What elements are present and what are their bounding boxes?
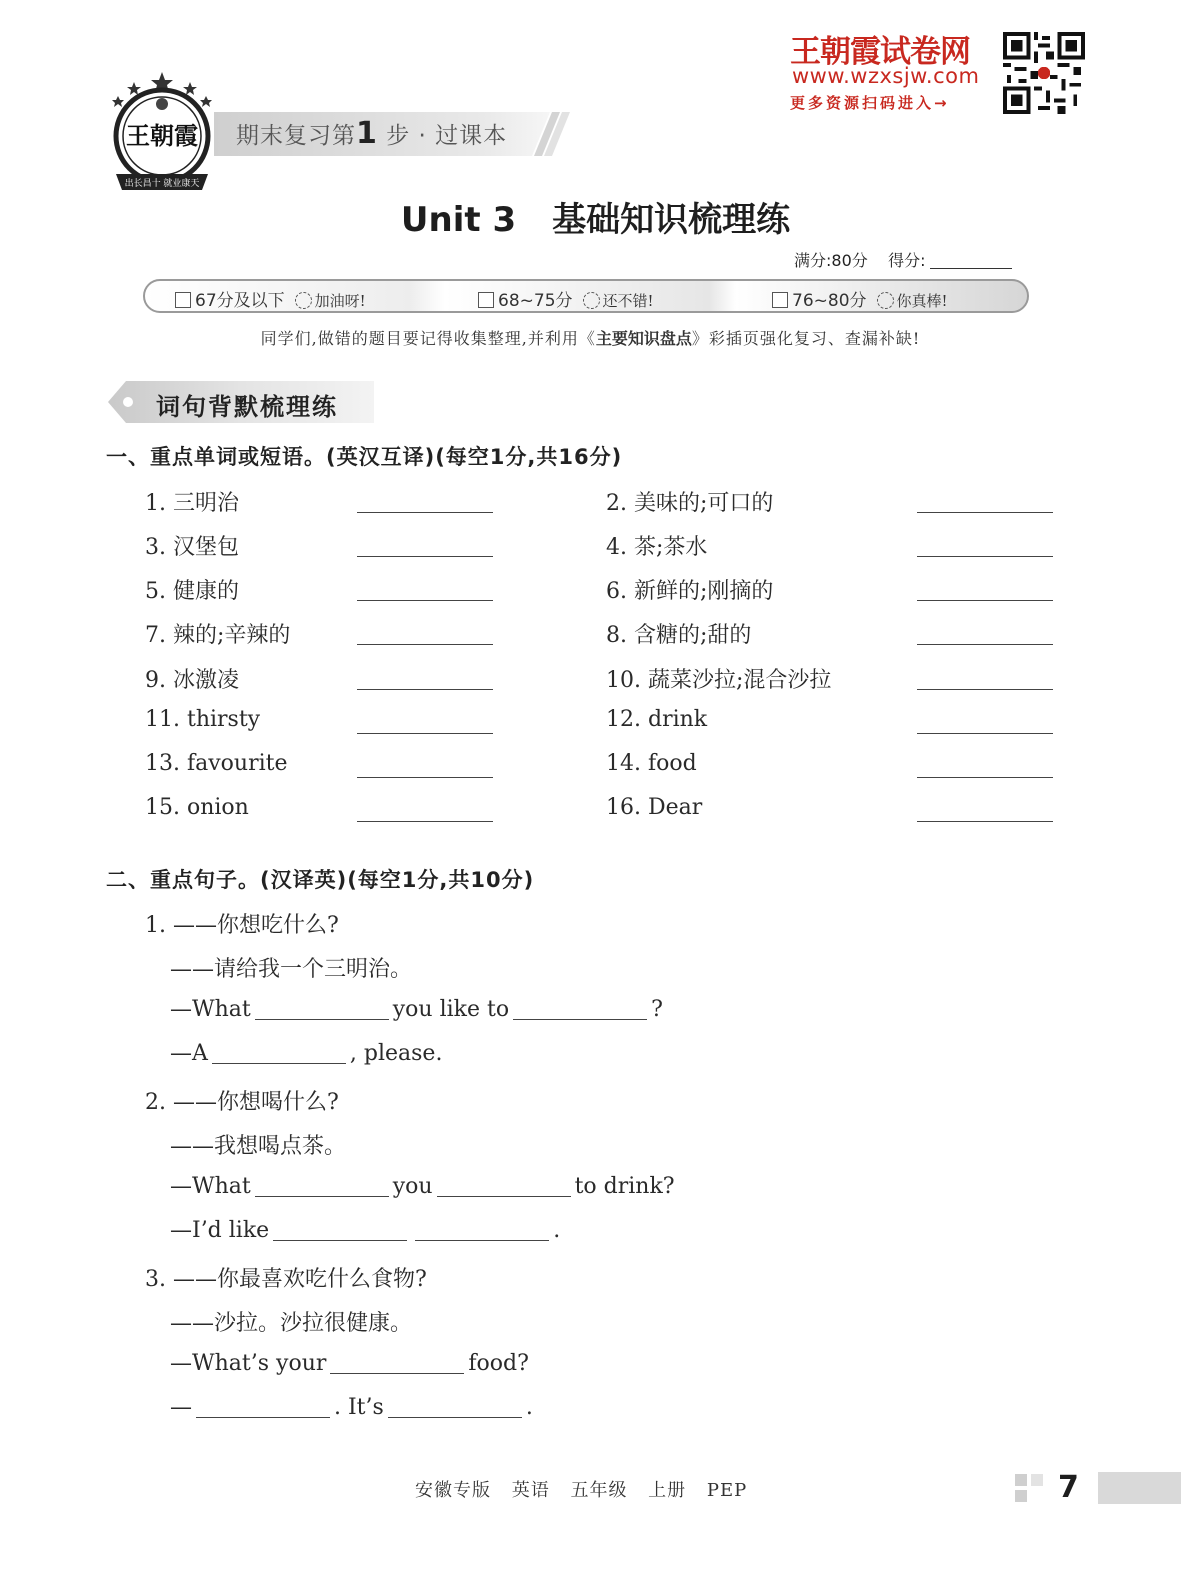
answer-blank[interactable] — [196, 1395, 330, 1418]
vocab-item: 16. Dear — [606, 795, 703, 820]
answer-blank[interactable] — [357, 689, 493, 690]
section-tag: 词句背默梳理练 — [156, 393, 338, 421]
sentence-en-line: —I’d like . — [170, 1218, 561, 1243]
unit-number: Unit 3 — [400, 200, 517, 240]
vocab-item: 9. 冰激凌 — [145, 668, 239, 693]
step-number: 1 — [356, 116, 378, 151]
answer-blank[interactable] — [917, 600, 1053, 601]
sentence-item-3-cn: 3. ——你最喜欢吃什么食物? — [145, 1267, 427, 1292]
footer-edition: 安徽专版 英语 五年级 上册 PEP — [415, 1480, 748, 1501]
answer-blank[interactable] — [212, 1041, 346, 1064]
answer-blank[interactable] — [357, 556, 493, 557]
smiley-icon — [295, 292, 312, 309]
vocab-item: 12. drink — [606, 707, 708, 732]
sentence-en-line: —What you to drink? — [170, 1174, 675, 1199]
page-number: 7 — [1058, 1470, 1079, 1505]
answer-blank[interactable] — [357, 777, 493, 778]
answer-blank[interactable] — [917, 644, 1053, 645]
logo-text: 王朝霞 — [126, 121, 198, 150]
smiley-icon — [877, 292, 894, 309]
sentence-item-2-cn: 2. ——你想喝什么? — [145, 1090, 339, 1115]
answer-blank[interactable] — [513, 997, 647, 1020]
part1-heading: 一、重点单词或短语。(英汉互译)(每空1分,共16分) — [106, 445, 623, 469]
qr-code-icon[interactable] — [1003, 32, 1085, 114]
page-decor — [1015, 1474, 1027, 1486]
answer-blank[interactable] — [917, 556, 1053, 557]
grade-item-3: 76~80分 你真棒! — [772, 286, 948, 311]
sentence-en-line: —What you like to ? — [170, 997, 663, 1022]
answer-blank[interactable] — [273, 1218, 407, 1241]
score-blank[interactable] — [930, 252, 1012, 269]
grade-item-2: 68~75分 还不错! — [478, 286, 654, 311]
sentence-en-line: — . It’s . — [170, 1395, 533, 1420]
answer-blank[interactable] — [357, 644, 493, 645]
vocab-item: 13. favourite — [145, 751, 288, 776]
vocab-item: 10. 蔬菜沙拉;混合沙拉 — [606, 668, 832, 693]
page-decor — [1015, 1490, 1027, 1502]
vocab-item: 4. 茶;茶水 — [606, 535, 708, 560]
page-decor — [1031, 1474, 1043, 1486]
logo-ribbon: 出长昌十 就业康天 — [124, 179, 200, 189]
answer-blank[interactable] — [357, 600, 493, 601]
brand-title: 王朝霞试卷网 — [790, 34, 970, 70]
vocab-item: 6. 新鲜的;刚摘的 — [606, 579, 774, 604]
sentence-cn-answer: ——沙拉。沙拉很健康。 — [170, 1311, 413, 1336]
page-title — [0, 192, 1181, 241]
full-score-label: 满分:80分 — [794, 251, 868, 270]
sentence-item-1-cn: 1. ——你想吃什么? — [145, 913, 339, 938]
answer-blank[interactable] — [357, 821, 493, 822]
grade-checkbox[interactable] — [772, 292, 788, 308]
vocab-item: 3. 汉堡包 — [145, 535, 239, 560]
vocab-item: 1. 三明治 — [145, 491, 239, 516]
sentence-cn-answer: ——请给我一个三明治。 — [170, 957, 413, 982]
vocab-item: 8. 含糖的;甜的 — [606, 623, 752, 648]
vocab-item: 14. food — [606, 751, 697, 776]
part2-heading: 二、重点句子。(汉译英)(每空1分,共10分) — [106, 868, 535, 892]
vocab-item: 7. 辣的;辛辣的 — [145, 623, 291, 648]
vocab-item: 5. 健康的 — [145, 579, 239, 604]
vocab-item: 11. thirsty — [145, 707, 261, 732]
answer-blank[interactable] — [388, 1395, 522, 1418]
answer-blank[interactable] — [330, 1351, 464, 1374]
wangzhaoxia-logo — [108, 70, 216, 194]
smiley-icon — [583, 292, 600, 309]
answer-blank[interactable] — [917, 689, 1053, 690]
grade-checkbox[interactable] — [175, 292, 191, 308]
answer-blank[interactable] — [255, 1174, 389, 1197]
sentence-en-line: —A , please. — [170, 1041, 443, 1066]
brand-scan-hint: 更多资源扫码进入→ — [790, 94, 950, 112]
unit-title-name: 基础知识梳理练 — [552, 200, 791, 240]
review-tip: 同学们,做错的题目要记得收集整理,并利用《主要知识盘点》彩插页强化复习、查漏补缺! — [260, 329, 921, 348]
answer-blank[interactable] — [357, 733, 493, 734]
grade-item-1: 67分及以下 加油呀! — [175, 286, 366, 311]
score-line — [794, 248, 1012, 271]
vocab-item: 2. 美味的;可口的 — [606, 491, 774, 516]
answer-blank[interactable] — [437, 1174, 571, 1197]
page-decor-bar — [1098, 1472, 1181, 1504]
answer-blank[interactable] — [917, 512, 1053, 513]
grade-checkbox[interactable] — [478, 292, 494, 308]
sentence-cn-answer: ——我想喝点茶。 — [170, 1134, 347, 1159]
answer-blank[interactable] — [357, 512, 493, 513]
review-step-label: 期末复习第1 步 · 过课本 — [236, 116, 508, 151]
answer-blank[interactable] — [415, 1218, 549, 1241]
answer-blank[interactable] — [917, 733, 1053, 734]
answer-blank[interactable] — [255, 997, 389, 1020]
got-score-label: 得分: — [888, 251, 926, 270]
grade-bar — [143, 279, 1029, 313]
brand-url[interactable]: www.wzxsjw.com — [792, 64, 980, 88]
answer-blank[interactable] — [917, 821, 1053, 822]
sentence-en-line: —What’s your food? — [170, 1351, 529, 1376]
answer-blank[interactable] — [917, 777, 1053, 778]
vocab-item: 15. onion — [145, 795, 249, 820]
